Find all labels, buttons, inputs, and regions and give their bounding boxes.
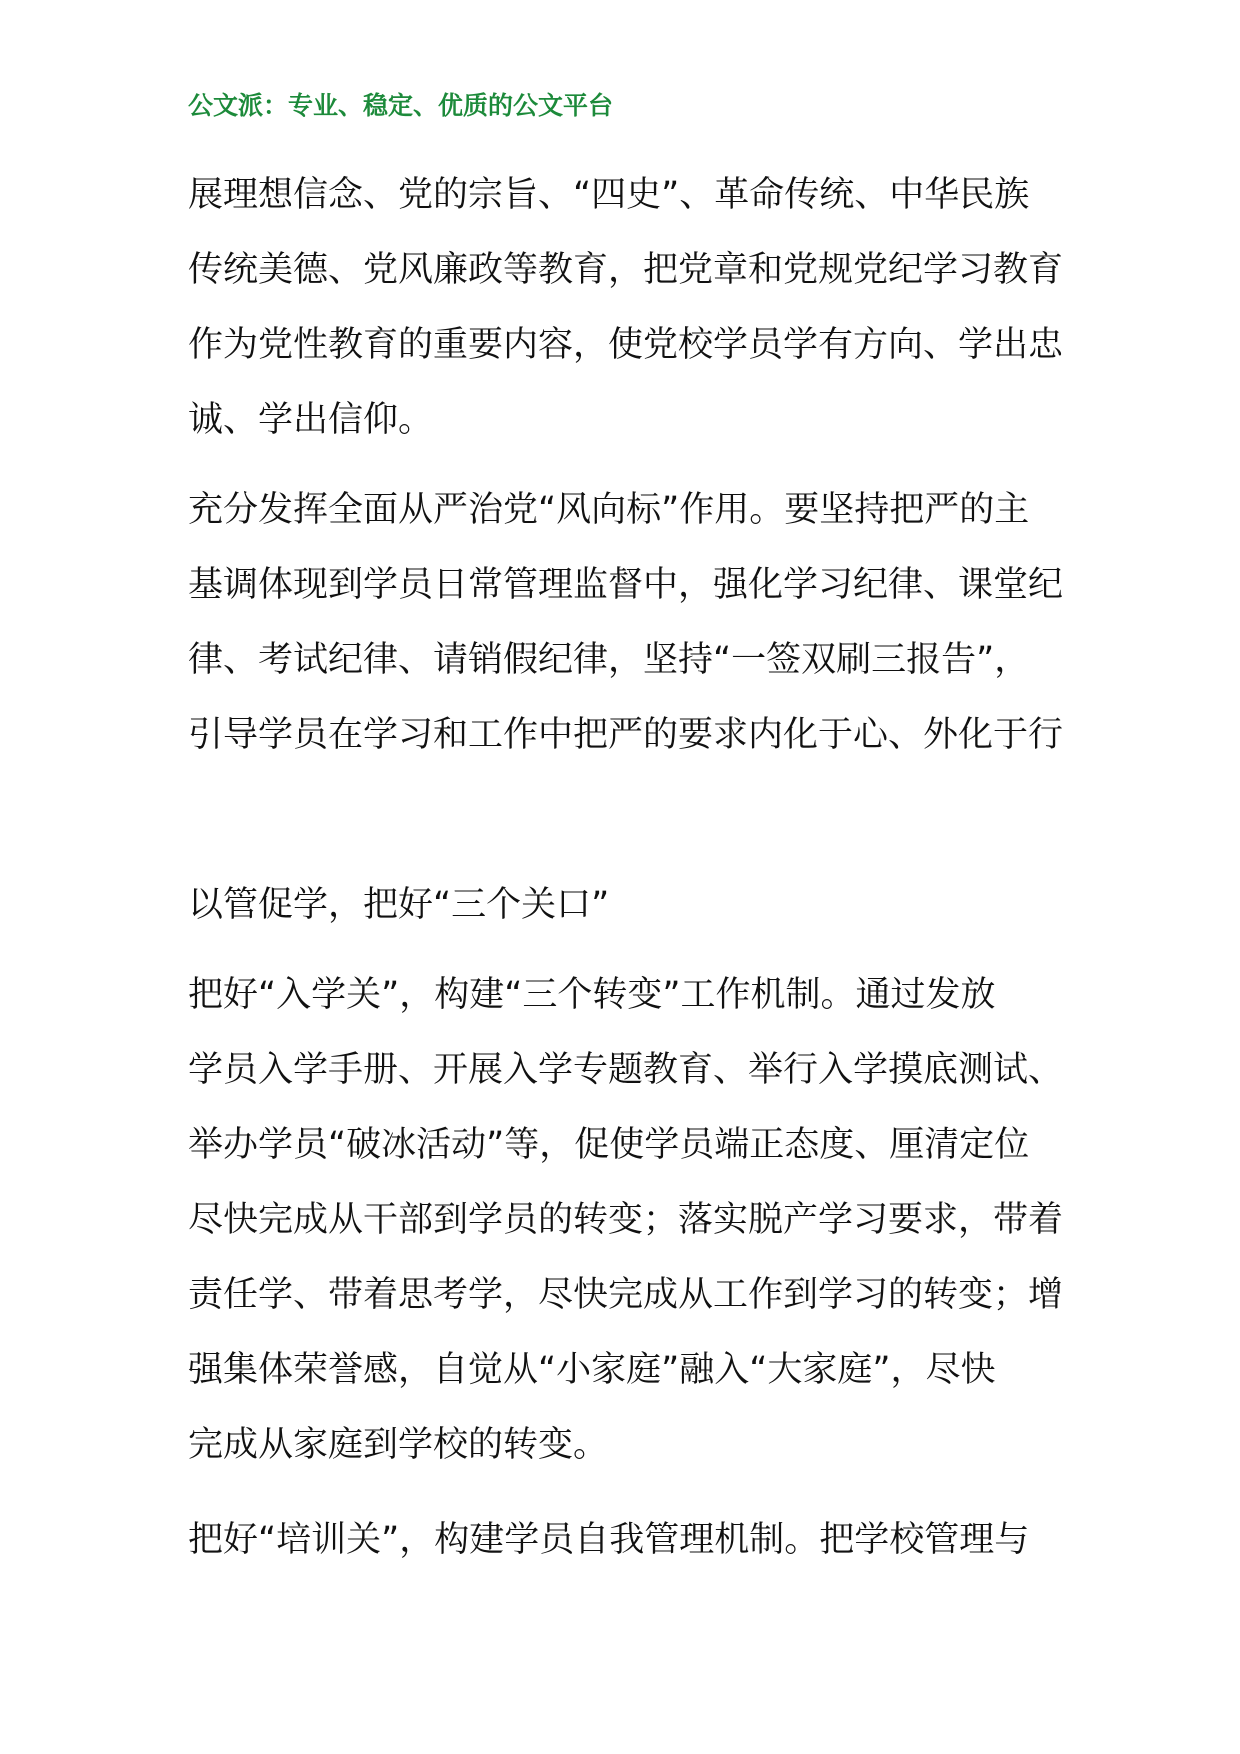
- text-line: 学员入学手册、开展入学专题教育、举行入学摸底测试、: [188, 1050, 1064, 1090]
- paragraph-discipline: [188, 473, 1068, 773]
- site-header: 公文派：专业、稳定、优质的公文平台: [188, 91, 614, 120]
- text-line: 举办学员“破冰活动”等，促使学员端正态度、厘清定位: [188, 1125, 1030, 1165]
- text-line: 强集体荣誉感，自觉从“小家庭”融入“大家庭”，尽快: [188, 1350, 996, 1390]
- text-line: 展理想信念、党的宗旨、“四史”、革命传统、中华民族: [188, 175, 1030, 215]
- text-line: 基调体现到学员日常管理监督中，强化学习纪律、课堂纪: [188, 565, 1064, 605]
- paragraph-enrollment: [188, 958, 1068, 1483]
- text-line: 尽快完成从干部到学员的转变；落实脱产学习要求，带着: [188, 1200, 1064, 1240]
- text-line: 引导学员在学习和工作中把严的要求内化于心、外化于行: [188, 715, 1064, 755]
- text-line: 责任学、带着思考学，尽快完成从工作到学习的转变；增: [188, 1275, 1064, 1315]
- text-line: 律、考试纪律、请销假纪律，坚持“一签双刷三报告”，: [188, 640, 1030, 680]
- text-line: 把好“入学关”，构建“三个转变”工作机制。通过发放: [188, 975, 996, 1015]
- heading-line: 以管促学，把好“三个关口”: [188, 885, 610, 925]
- text-line: 完成从家庭到学校的转变。: [188, 1425, 609, 1465]
- text-line: 把好“培训关”，构建学员自我管理机制。把学校管理与: [188, 1520, 1030, 1560]
- text-line: 传统美德、党风廉政等教育，把党章和党规党纪学习教育: [188, 250, 1064, 290]
- paragraph-training: [188, 1503, 1068, 1578]
- text-line: 诚、学出信仰。: [188, 400, 434, 440]
- text-line: 作为党性教育的重要内容，使党校学员学有方向、学出忠: [188, 325, 1064, 365]
- text-line: 充分发挥全面从严治党“风向标”作用。要坚持把严的主: [188, 490, 1030, 530]
- section-heading: [188, 868, 1068, 943]
- paragraph-education: [188, 158, 1068, 458]
